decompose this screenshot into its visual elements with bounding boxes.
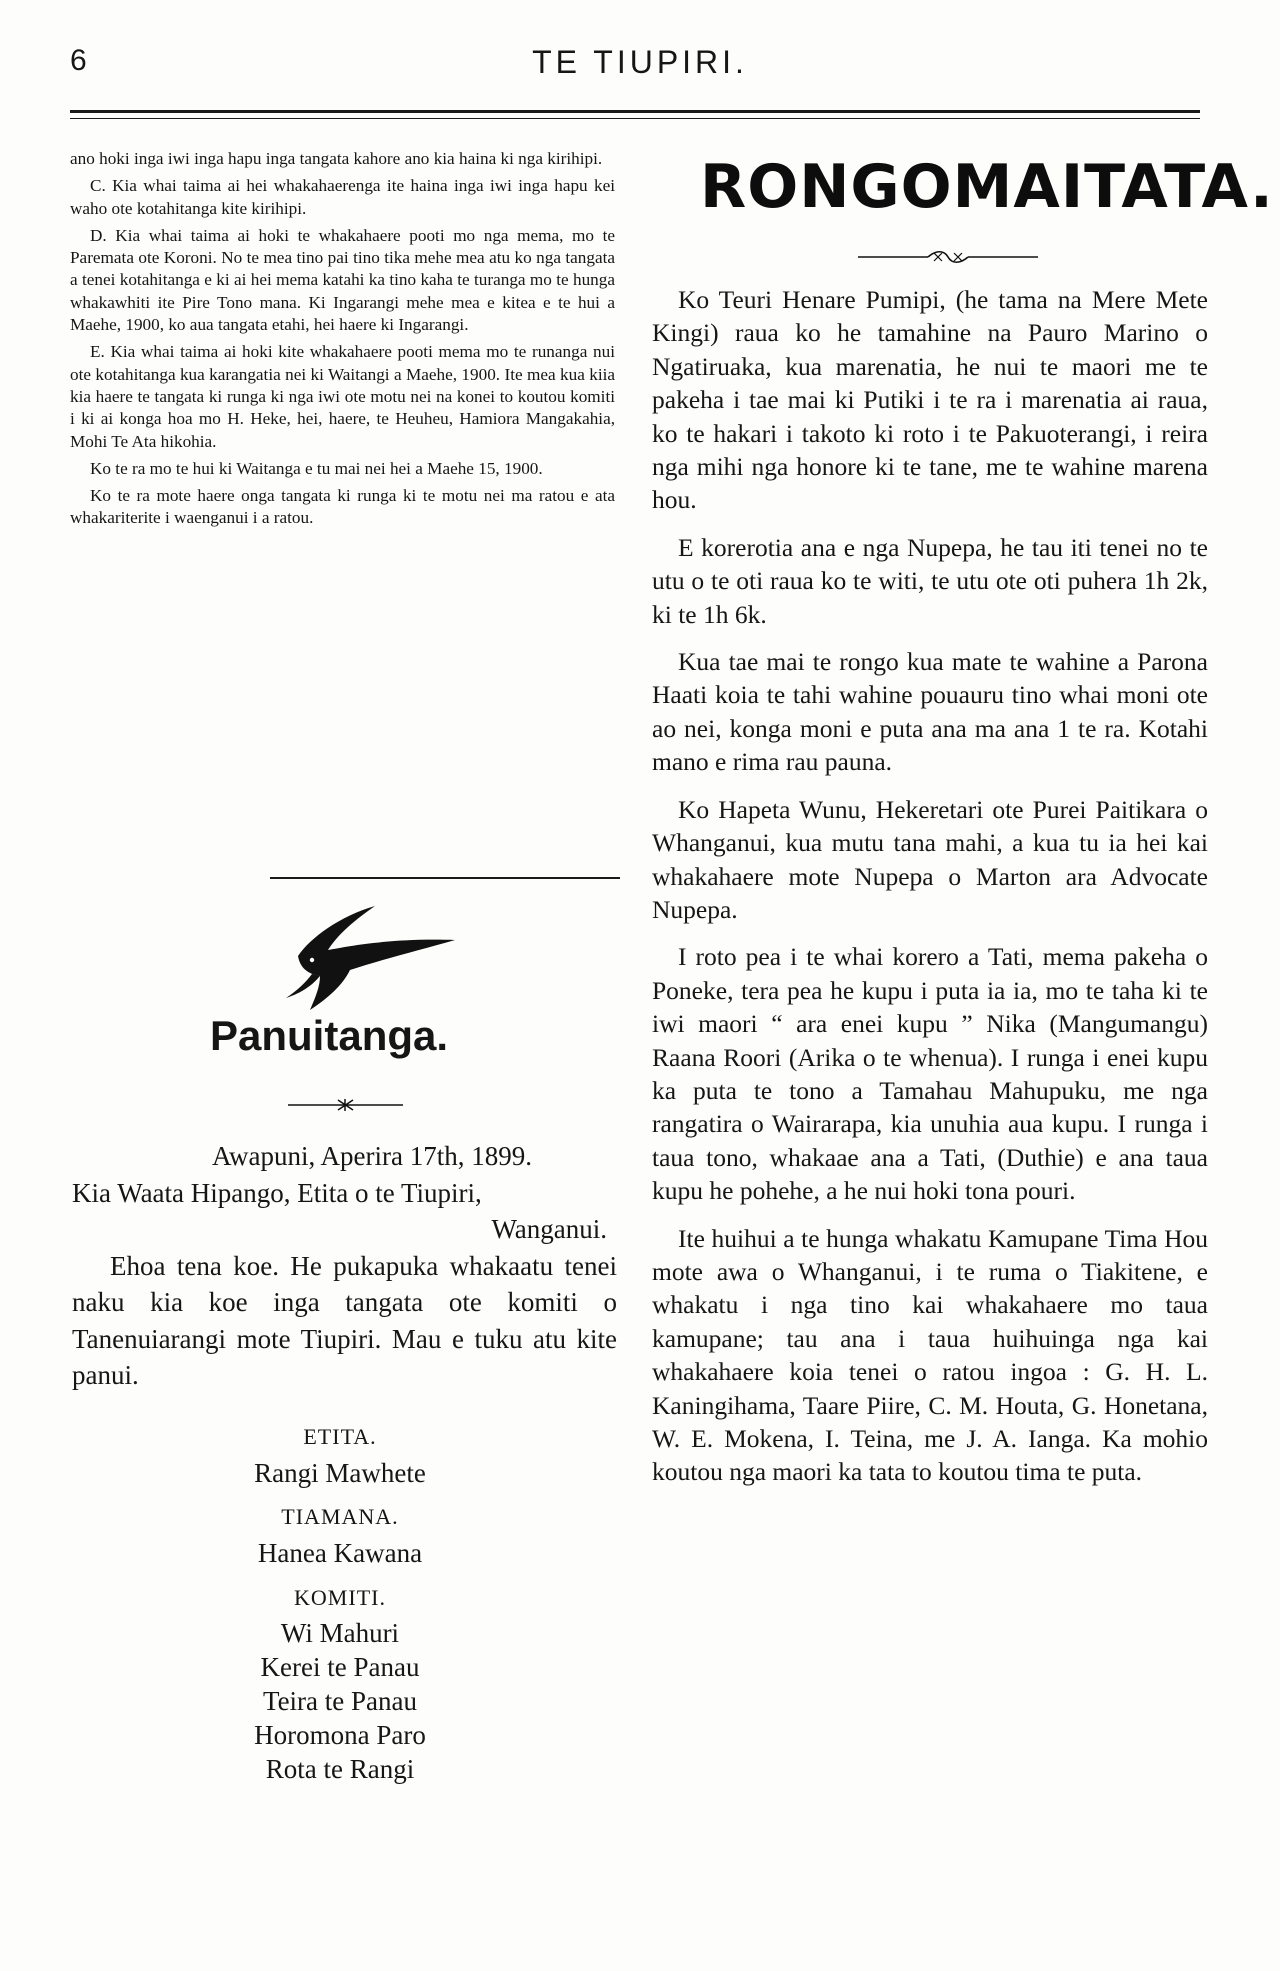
rongomaitata-body [652, 283, 1208, 1503]
left-paragraph-e: E. Kia whai taima ai hoki kite whakahaere pooti mema mo te runanga nui ote kotahitanga kua karangatia nei ki Waitangi a Maehe, 1900. Ite mea kua kiia kia haere te tangata ki runga ki nga iwi ote motu nei na konei to koutou komiti i ki ai konga hoa mo H. Heke, hei, haere, te Heuheu, Hamiora Mangakahia, Mohi Te Ata hikohia. [70, 342, 615, 451]
tiamana-label: TIAMANA. [281, 1504, 399, 1529]
komiti-member: Horomona Paro [254, 1720, 426, 1750]
news-paragraph: I roto pea i te whai korero a Tati, mema pakeha o Poneke, tera pea he kupu i puta ia ia, mo te taha ki te iwi maori “ ara enei kupu ” Nika (Mangumangu) Raana Roori (Arika o te whenua). I runga i enei kupu ka puta te tono a Tamahau Mahupuku, me nga rangatira o Wairarapa, kia unuhia aua kupu. I runga i taua tono, whakaae ana a Tati, (Duthie) e ana taua kupu he pohehe, a he nui hoki tona pouri. [652, 942, 1208, 1206]
page-number: 6 [70, 44, 88, 77]
letter-body: Ehoa tena koe. He pukapuka whakaatu tenei naku kia koe inga tangata ote komiti o Tanenuiarangi mote Tiupiri. Mau e tuku atu kite panui. [72, 1250, 617, 1390]
left-paragraph-5: Ko te ra mo te hui ki Waitanga e tu mai nei hei a Maehe 15, 1900. [90, 458, 543, 478]
letter-address-2: Wanganui. [491, 1214, 607, 1244]
heading-ornament-icon [858, 248, 1038, 266]
etita-label: ETITA. [303, 1424, 377, 1449]
panuitanga-heading: Panuitanga. [210, 1012, 449, 1059]
left-paragraph-c: C. Kia whai taima ai hei whakahaerenga ite haina inga iwi inga hapu kei waho ote kotahitanga kite kirihipi. [70, 176, 615, 218]
komiti-member: Kerei te Panau [260, 1652, 420, 1682]
news-paragraph: Ko Hapeta Wunu, Hekeretari ote Purei Paitikara o Whanganui, kua mutu tana mahi, a kua tu ia hei kai whakahaere mote Nupepa o Marton ara Advocate Nupepa. [652, 794, 1208, 924]
tiamana-name: Hanea Kawana [257, 1538, 423, 1568]
swallow-icon [250, 898, 480, 1018]
komiti-member: Rota te Rangi [265, 1754, 415, 1784]
section-divider [270, 877, 620, 879]
rongomaitata-heading: RONGOMAITATA. [700, 152, 1274, 222]
heading-ornament-icon [288, 1098, 403, 1112]
left-article [70, 148, 615, 535]
letter-address-1: Kia Waata Hipango, Etita o te Tiupiri, [72, 1177, 482, 1208]
etita-name: Rangi Mawhete [254, 1458, 426, 1488]
komiti-member: Wi Mahuri [280, 1618, 400, 1648]
header-rule-thick [70, 110, 1200, 113]
panuitanga-letter [72, 1138, 617, 1394]
left-paragraph-1: ano hoki inga iwi inga hapu inga tangata kahore ano kia haina ki nga kirihipi. [70, 149, 603, 168]
news-paragraph: Ite huihui a te hunga whakatu Kamupane Tima Hou mote awa o Whanganui, i te ruma o Tiakitene, e whakatu i nga tino kai whakahaere mo taua kamupane; tau ana i taua huihuinga nga kai whakahaere koia tenei o ratou ingoa : G. H. L. Kaningihama, Taare Piire, C. M. Houta, G. Honetana, W. E. Mokena, I. Teina, me J. A. Ianga. Ka mohio koutou nga maori ka tata to koutou tima te puta. [652, 1223, 1208, 1487]
komiti-label: KOMITI. [294, 1585, 386, 1610]
header-rule-thin [70, 118, 1200, 119]
news-paragraph: Kua tae mai te rongo kua mate te wahine a Parona Haati koia te tahi wahine pouauru tino whai moni ote ao nei, konga moni e puta ana ma ana 1 te ra. Kotahi mano e rima rau pauna. [652, 647, 1208, 777]
komiti-member: Teira te Panau [262, 1686, 418, 1716]
letter-dateline: Awapuni, Aperira 17th, 1899. [212, 1141, 532, 1171]
page-title: TE TIUPIRI. [532, 44, 748, 80]
news-paragraph: E korerotia ana e nga Nupepa, he tau iti tenei no te utu o te oti raua ko te witi, te utu ote oti puhera 1h 2k, ki te 1h 6k. [652, 532, 1208, 629]
news-paragraph: Ko Teuri Henare Pumipi, (he tama na Mere Mete Kingi) raua ko he tamahine na Pauro Marino o Ngatiruaka, kua marenatia, he nui te maori me te pakeha i tae mai ki Putiki i te ra i marenatia ai raua, ko te hakari i takoto ki roto i te Pakuoterangi, i reira nga mihi nga honore ki te tane, me te wahine marena hou. [652, 285, 1208, 515]
left-paragraph-6: Ko te ra mote haere onga tangata ki runga ki te motu nei ma ratou e ata whakariterite i waenganui i a ratou. [70, 486, 615, 528]
left-paragraph-d: D. Kia whai taima ai hoki te whakahaere pooti mo nga mema, mo te Paremata ote Koroni. No te mea tino pai tino tika mehe mea atu ko nga tangata a tenei kotahitanga e ki ai hei mema katahi ka tino kaha te turanga mo te hunga whakawhiti ite Pire Tono mana. Ki Ingarangi mehe mea e kitea e te hui a Maehe, 1900, ko aua tangata etahi, hei haere ki Ingarangi. [70, 225, 615, 335]
